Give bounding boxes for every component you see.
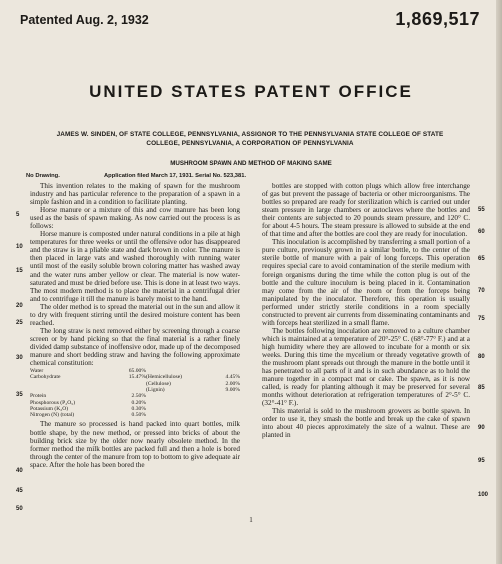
line-number: 25 — [16, 320, 23, 326]
line-number: 30 — [16, 355, 23, 361]
line-number: 5 — [16, 212, 20, 218]
paragraph: This material is sold to the mushroom growers as bottle spawn. In order to use it, they smash the bottle and break up the cake of spawn into about 40 pieces approximately the size of a walnut. These are planted in — [262, 407, 470, 440]
line-number: 35 — [16, 392, 23, 398]
page-number: 1 — [249, 516, 253, 524]
table-cell: (Hemicellulose) — [146, 374, 183, 381]
paragraph: The bottles following inoculation are removed to a culture chamber which is maintained at a temperature of 20°-25° C. (68°-77° F.) and at a high humidity where they are allowed to incubate for a month or six weeks. During this time the mycelium or thready vegetative growth of the mushroom plant spreads out through the manure in the bottle until it has penetrated to all parts of it and is in such abundance as to hold the manure together in a compact mat or cake. The spawn, as it is now called, is ready for planting although it may be preserved for several months without deterioration at refrigeration temperatures of 2°-5° C. (32°-41° F.). — [262, 326, 470, 408]
invention-title: MUSHROOM SPAWN AND METHOD OF MAKING SAME — [170, 160, 332, 167]
line-number: 90 — [478, 425, 485, 431]
patented-date: Patented Aug. 2, 1932 — [20, 13, 149, 27]
table-cell: 0.30% — [131, 405, 146, 412]
office-title: UNITED STATES PATENT OFFICE — [89, 82, 413, 101]
table-cell: 2.00% — [225, 380, 240, 387]
line-number: 85 — [478, 385, 485, 391]
line-number: 75 — [478, 316, 485, 322]
table-cell: Nitrogen (N) (total) — [30, 412, 75, 419]
line-number: 10 — [16, 244, 23, 250]
table-cell: 4.45% — [225, 374, 240, 381]
line-number: 40 — [16, 468, 23, 474]
table-cell: (Cellulose) — [146, 380, 171, 387]
paragraph: This invention relates to the making of spawn for the mushroom industry and has particular reference to the preparation of a spawn in a simple fashion and in a condition to facilitate planting. — [30, 182, 240, 207]
left-text-column — [30, 182, 240, 469]
line-number: 70 — [478, 288, 485, 294]
table-row — [30, 412, 240, 418]
line-number: 45 — [16, 488, 23, 494]
table-cell: 0.20% — [131, 399, 146, 406]
paragraph: The manure so processed is hand packed into quart bottles, milk bottle shape, by the new method, or pressed into bricks of about the building brick size by the older now nearly obsolete method. In the former method the milk bottles are packed full and then a hole is bored through the center of the manure from top to bottom to give adequate air space. After the hole has been bored the — [30, 420, 240, 469]
table-cell: 0.50% — [131, 412, 146, 419]
line-number: 80 — [478, 354, 485, 360]
line-number: 50 — [16, 506, 23, 512]
application-filed-line: Application filed March 17, 1931. Serial No. 523,381. — [104, 173, 247, 179]
paragraph: This inoculation is accomplished by transferring a small portion of a pure culture, previously grown in a similar bottle, to the center of the sterile bottle of manure with a pair of long forceps. This operation requires special care to avoid contamination of the sterile medium with foreign organisms during the time while the cotton plug is out of the bottle and the culture inoculum is being placed in it. Contamination may come from the air of the room or from the forceps being manipulated by the inoculator. Therefore, this operation is usually performed under strictly sterile conditions in a room specially constructed to prevent air currents from disseminating contaminants and with forceps heat sterilized in a small flame. — [262, 238, 470, 327]
no-drawing-label: No Drawing. — [26, 173, 60, 179]
patent-number: 1,869,517 — [395, 9, 480, 29]
table-cell: 65.00% — [128, 368, 146, 375]
line-number: 95 — [478, 458, 485, 464]
table-cell: 9.00% — [225, 386, 240, 393]
paragraph: Horse manure or a mixture of this and cow manure has been long used as the basis of spawn making. As now carried out the process is as follows: — [30, 206, 240, 231]
right-text-column — [262, 182, 470, 440]
composition-table — [30, 368, 240, 418]
table-cell: Potassium (K₂O) — [30, 405, 69, 412]
table-cell: Protein — [30, 393, 47, 400]
line-number: 100 — [478, 492, 489, 498]
table-cell: 2.50% — [131, 393, 146, 400]
line-number: 15 — [16, 268, 23, 274]
assignor-line: JAMES W. SINDEN, OF STATE COLLEGE, PENNSYLVANIA, ASSIGNOR TO THE PENNSYLVANIA STATE COLLEGE OF STATE COLLEGE, PENNSYLVANIA, A CORPORATION OF PENNSYLVANIA — [56, 131, 444, 147]
line-number: 20 — [16, 303, 23, 309]
table-cell: Carbohydrate — [30, 374, 61, 381]
table-cell: Water — [30, 368, 44, 375]
paragraph: Horse manure is composted under natural conditions in a pile at high temperatures for three weeks or until the offensive odor has disappeared and the straw is in a pliable state and dark brown in color. The manure is then placed in large vats and washed thoroughly with running water until most of the easily soluble brown coloring matter has washed away and the water runs amber yellow or clear. The material is now water-saturated and must be dried before use. This is done in at least two ways. The most modern method is to place the material in a centrifugal drier and to centrifuge it till the manure is barely moist to the hand. — [30, 230, 240, 303]
line-number: 55 — [478, 207, 485, 213]
table-cell: Phosphorous (P₂O₅) — [30, 399, 76, 406]
paragraph: The older method is to spread the material out in the sun and allow it to dry with frequent stirring until the desired moisture content has been reached. — [30, 302, 240, 327]
paragraph: bottles are stopped with cotton plugs which allow free interchange of gas but prevent the passage of bacteria or other microorganisms. The bottles so prepared are ready for sterilization which is carried out under steam pressure in large chambers or autoclaves where the bottles and their contents are subjected to 20 pounds steam pressure, and 120° C. for about 4-5 hours. The steam pressure is allowed to subside at the end of that time and after the bottles are cool they are ready for inoculation. — [262, 182, 470, 239]
paragraph: The long straw is next removed either by screening through a coarse screen or by hand picking so that the final material is a rather finely divided damp substance of inoffensive odor, made up of the decomposed manure and short bedding straw and having the following approximate chemical constitution: — [30, 326, 240, 368]
line-number: 60 — [478, 229, 485, 235]
table-cell: (Lignin) — [146, 386, 165, 393]
table-cell: 15.47% — [128, 374, 146, 381]
line-number: 65 — [478, 256, 485, 262]
